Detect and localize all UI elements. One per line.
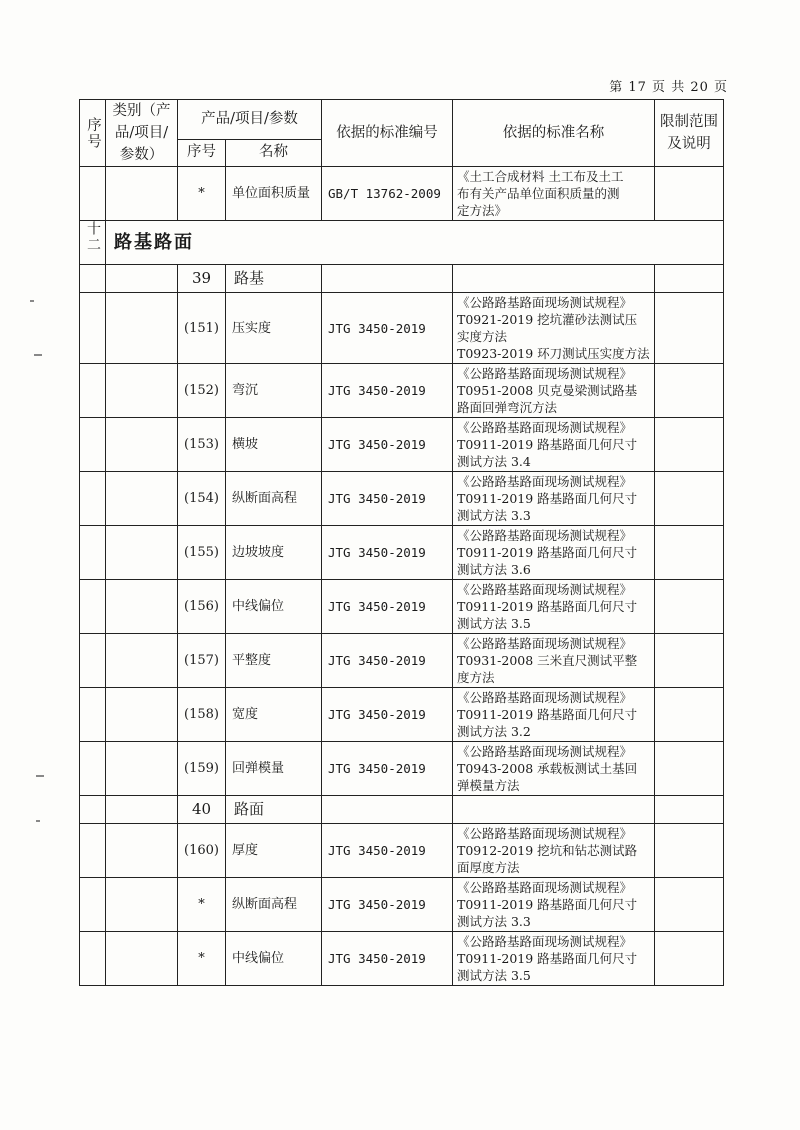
margin-mark	[36, 775, 44, 777]
param-no: *	[178, 878, 226, 932]
std-name-line: 《公路路基路面现场测试规程》	[457, 295, 633, 310]
std-name-line: 面厚度方法	[457, 860, 520, 875]
std-name-line: T0951-2008 贝克曼梁测试路基	[457, 383, 638, 398]
std-name-line: T0911-2019 路基路面几何尺寸	[457, 897, 638, 912]
group-name: 路基	[226, 265, 322, 293]
param-no: (151)	[178, 293, 226, 364]
std-no: JTG 3450-2019	[322, 824, 453, 878]
std-no: JTG 3450-2019	[322, 580, 453, 634]
param-name: 中线偏位	[226, 580, 322, 634]
table-row	[80, 634, 724, 688]
param-name: 纵断面高程	[226, 472, 322, 526]
std-no: GB/T 13762-2009	[322, 167, 453, 221]
section-row	[80, 221, 724, 265]
table-row	[80, 418, 724, 472]
table-row	[80, 526, 724, 580]
param-no: (159)	[178, 742, 226, 796]
std-name-line: 测试方法 3.4	[457, 454, 531, 469]
std-no: JTG 3450-2019	[322, 418, 453, 472]
std-name	[453, 932, 655, 986]
std-name	[453, 634, 655, 688]
std-name-line: 弹模量方法	[457, 778, 520, 793]
std-name-line: 定方法》	[457, 203, 508, 218]
header-limits: 限制范围及说明	[655, 100, 724, 167]
std-name	[453, 526, 655, 580]
param-no: (152)	[178, 364, 226, 418]
std-no: JTG 3450-2019	[322, 472, 453, 526]
header-row	[80, 100, 724, 140]
param-no: *	[178, 167, 226, 221]
std-name-line: 度方法	[457, 670, 495, 685]
std-name-line: 《公路路基路面现场测试规程》	[457, 582, 633, 597]
std-name-line: T0911-2019 路基路面几何尺寸	[457, 491, 638, 506]
std-name	[453, 167, 655, 221]
header-seq: 序号	[80, 100, 106, 167]
param-no: (154)	[178, 472, 226, 526]
param-no: *	[178, 932, 226, 986]
group-no: 39	[178, 265, 226, 293]
std-name-line: 《公路路基路面现场测试规程》	[457, 636, 633, 651]
std-name-line: 《公路路基路面现场测试规程》	[457, 528, 633, 543]
section-title: 路基路面	[106, 221, 724, 265]
std-no: JTG 3450-2019	[322, 293, 453, 364]
param-name: 单位面积质量	[226, 167, 322, 221]
param-name: 中线偏位	[226, 932, 322, 986]
std-name-line: 《公路路基路面现场测试规程》	[457, 366, 633, 381]
header-sub-name: 名称	[226, 139, 322, 166]
std-name-line: 测试方法 3.3	[457, 508, 531, 523]
group-name: 路面	[226, 796, 322, 824]
std-name-line: T0911-2019 路基路面几何尺寸	[457, 951, 638, 966]
continued-row	[80, 167, 724, 221]
param-no: (156)	[178, 580, 226, 634]
std-no: JTG 3450-2019	[322, 634, 453, 688]
std-name-line: T0921-2019 挖坑灌砂法测试压	[457, 312, 638, 327]
table-row	[80, 878, 724, 932]
std-name	[453, 418, 655, 472]
header-category: 类别（产品/项目/参数）	[106, 100, 178, 167]
group-no: 40	[178, 796, 226, 824]
header-std-no: 依据的标准编号	[322, 100, 453, 167]
param-no: (155)	[178, 526, 226, 580]
std-name-line: 《公路路基路面现场测试规程》	[457, 420, 633, 435]
table-row	[80, 932, 724, 986]
param-no: (160)	[178, 824, 226, 878]
std-name-line: T0911-2019 路基路面几何尺寸	[457, 599, 638, 614]
std-name-line: 《公路路基路面现场测试规程》	[457, 744, 633, 759]
std-name-line: 实度方法	[457, 329, 508, 344]
std-name	[453, 364, 655, 418]
param-name: 边坡坡度	[226, 526, 322, 580]
std-no: JTG 3450-2019	[322, 688, 453, 742]
group-row	[80, 796, 724, 824]
std-name	[453, 742, 655, 796]
std-name-line: T0912-2019 挖坑和钻芯测试路	[457, 843, 638, 858]
std-name	[453, 688, 655, 742]
std-name-line: T0911-2019 路基路面几何尺寸	[457, 707, 638, 722]
std-name-line: T0931-2008 三米直尺测试平整	[457, 653, 638, 668]
std-name-line: 测试方法 3.5	[457, 616, 531, 631]
table-row	[80, 742, 724, 796]
std-name-line: 《公路路基路面现场测试规程》	[457, 880, 633, 895]
std-no: JTG 3450-2019	[322, 526, 453, 580]
table-row	[80, 364, 724, 418]
std-name-line: T0943-2008 承载板测试土基回	[457, 761, 638, 776]
param-name: 平整度	[226, 634, 322, 688]
std-name	[453, 878, 655, 932]
std-name	[453, 824, 655, 878]
param-name: 弯沉	[226, 364, 322, 418]
table-row	[80, 472, 724, 526]
std-no: JTG 3450-2019	[322, 742, 453, 796]
table-row	[80, 824, 724, 878]
std-no: JTG 3450-2019	[322, 878, 453, 932]
std-name-line: 布有关产品单位面积质量的测	[457, 186, 620, 201]
std-name-line: T0911-2019 路基路面几何尺寸	[457, 437, 638, 452]
param-name: 横坡	[226, 418, 322, 472]
std-name-line: 《公路路基路面现场测试规程》	[457, 690, 633, 705]
std-name-line: 《土工合成材料 土工布及土工	[457, 169, 624, 184]
page-number: 第 17 页 共 20 页	[609, 80, 728, 95]
param-name: 厚度	[226, 824, 322, 878]
std-name	[453, 472, 655, 526]
std-name-line: T0923-2019 环刀测试压实度方法	[457, 346, 650, 361]
header-sub-seq: 序号	[178, 139, 226, 166]
table-row	[80, 293, 724, 364]
std-no: JTG 3450-2019	[322, 364, 453, 418]
std-name-line: 测试方法 3.6	[457, 562, 531, 577]
param-no: (153)	[178, 418, 226, 472]
margin-mark	[30, 300, 34, 302]
param-no: (158)	[178, 688, 226, 742]
std-name-line: 测试方法 3.5	[457, 968, 531, 983]
std-name	[453, 293, 655, 364]
std-name-line: T0911-2019 路基路面几何尺寸	[457, 545, 638, 560]
std-no: JTG 3450-2019	[322, 932, 453, 986]
std-name-line: 测试方法 3.2	[457, 724, 531, 739]
table-row	[80, 688, 724, 742]
group-row	[80, 265, 724, 293]
param-name: 回弹模量	[226, 742, 322, 796]
param-name: 压实度	[226, 293, 322, 364]
std-name	[453, 580, 655, 634]
margin-mark	[36, 820, 40, 822]
param-name: 纵断面高程	[226, 878, 322, 932]
header-std-name: 依据的标准名称	[453, 100, 655, 167]
std-name-line: 《公路路基路面现场测试规程》	[457, 474, 633, 489]
param-name: 宽度	[226, 688, 322, 742]
std-name-line: 《公路路基路面现场测试规程》	[457, 826, 633, 841]
std-name-line: 《公路路基路面现场测试规程》	[457, 934, 633, 949]
std-name-line: 测试方法 3.3	[457, 914, 531, 929]
margin-mark	[34, 354, 42, 356]
section-seq: 十二	[80, 221, 106, 265]
table-row	[80, 580, 724, 634]
standards-table	[79, 99, 724, 986]
std-name-line: 路面回弹弯沉方法	[457, 400, 558, 415]
header-product-group: 产品/项目/参数	[178, 100, 322, 140]
param-no: (157)	[178, 634, 226, 688]
